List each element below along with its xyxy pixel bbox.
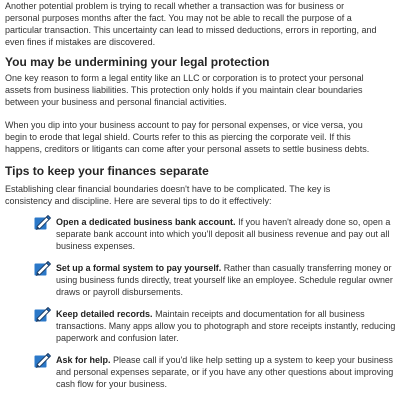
paragraph-line: begin to erode that legal shield. Courts refer to this as piercing the corporate veil. If this: [5, 132, 351, 142]
paragraph-line: Establishing clear financial boundaries doesn't have to be complicated. The key is: [5, 184, 331, 194]
section-heading-tips: Tips to keep your finances separate: [5, 164, 209, 178]
tip-line-text: Maintain receipts and documentation for all business: [155, 309, 365, 319]
tip-item: [0, 262, 400, 298]
tip-line: [56, 354, 393, 366]
section-heading-legal-protection: You may be undermining your legal protection: [5, 55, 270, 69]
paragraph-line: assets from business liabilities. This protection only holds if you maintain clear boundaries: [5, 85, 363, 95]
tip-body: [56, 308, 395, 344]
tip-line: cash flow for your business.: [56, 379, 168, 389]
tip-item: [0, 354, 400, 390]
paragraph-line: particular transaction. This uncertainty can lead to missed deductions, errors in reporting, and: [5, 25, 377, 35]
paragraph-line: Another potential problem is trying to recall whether a transaction was for business or: [5, 1, 345, 11]
tip-line-text: Please call if you'd like help setting up a system to keep your business: [113, 355, 393, 365]
paragraph-line: One key reason to form a legal entity like an LLC or corporation is to protect your personal: [5, 73, 364, 83]
tip-lead-text: Keep detailed records.: [56, 309, 153, 319]
tip-body: [56, 354, 393, 390]
tip-line: business expenses.: [56, 241, 136, 251]
pencil-edit-icon: [34, 306, 51, 323]
tip-lead-text: Set up a formal system to pay yourself.: [56, 263, 222, 273]
tip-line-text: If you haven't already done so, open a: [238, 217, 391, 227]
tip-line: separate bank account into which you'll deposit all business revenue and pay out all: [56, 229, 390, 239]
tip-line: [56, 308, 365, 320]
tip-line-text: Rather than casually transferring money or: [223, 263, 392, 273]
paragraph-line: even fines if mistakes are discovered.: [5, 37, 156, 47]
tip-line: and personal expenses separate, or if you have any other questions about improving: [56, 367, 394, 377]
pencil-edit-icon: [34, 260, 51, 277]
tip-lead-text: Open a dedicated business bank account.: [56, 217, 236, 227]
tip-item: [0, 216, 400, 252]
paragraph-line: between your business and personal financial activities.: [5, 97, 227, 107]
pencil-edit-icon: [34, 352, 51, 369]
pencil-edit-icon: [34, 214, 51, 231]
tip-line: draws or payroll disbursements.: [56, 287, 184, 297]
paragraph-line: happens, creditors or litigants can come after your personal assets to settle business debts.: [5, 144, 370, 154]
tip-lead-text: Ask for help.: [56, 355, 111, 365]
paragraph-line: consistency and discipline. Here are several tips to do it effectively:: [5, 196, 272, 206]
paragraph-line: When you dip into your business account to pay for personal expenses, or vice versa, you: [5, 120, 363, 130]
legal-paragraph-2: [5, 119, 369, 155]
tip-line: [56, 262, 391, 274]
paragraph-line: personal purposes months after the fact. You may not be able to recall the purpose of a: [5, 13, 352, 23]
legal-paragraph-1: [5, 72, 364, 108]
tip-line: transactions. Many apps allow you to photograph and store receipts instantly, reducing: [56, 321, 396, 331]
tips-intro-paragraph: [5, 183, 330, 207]
tip-line: paperwork and confusion later.: [56, 333, 179, 343]
tip-line: [56, 216, 390, 228]
tip-body: [56, 216, 390, 252]
intro-paragraph: [5, 0, 377, 48]
tip-item: [0, 308, 400, 344]
tip-line: using business funds directly, treat yourself like an employee. Schedule regular owner: [56, 275, 393, 285]
tip-body: [56, 262, 393, 298]
